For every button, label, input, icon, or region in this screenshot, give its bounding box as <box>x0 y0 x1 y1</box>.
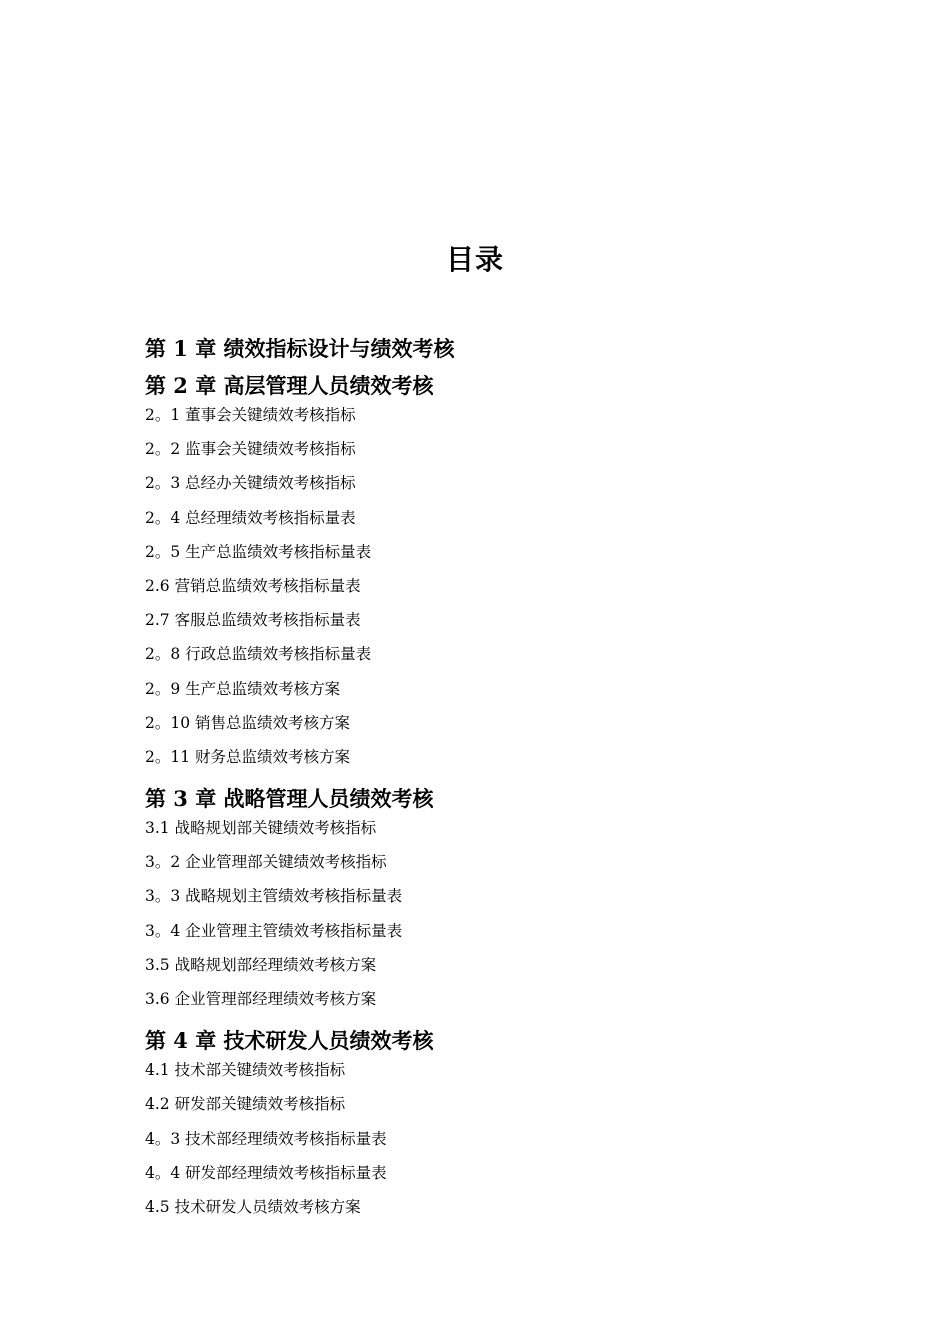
toc-entry[interactable]: 4。3 技术部经理绩效考核指标量表 <box>145 1129 387 1148</box>
chapter-heading[interactable]: 第 2 章 高层管理人员绩效考核 <box>145 373 434 398</box>
toc-entry[interactable]: 3.5 战略规划部经理绩效考核方案 <box>145 955 377 974</box>
toc-entry[interactable]: 2。2 监事会关键绩效考核指标 <box>145 440 356 459</box>
chapter-3 <box>145 780 845 1022</box>
toc-entry[interactable]: 2。4 总经理绩效考核指标量表 <box>145 508 356 527</box>
chapter-1 <box>145 330 845 367</box>
chapter-4 <box>145 1022 845 1230</box>
chapter-heading[interactable]: 第 4 章 技术研发人员绩效考核 <box>145 1028 434 1054</box>
toc-entry[interactable]: 2。5 生产总监绩效考核指标量表 <box>145 542 372 561</box>
toc-entry[interactable]: 3.1 战略规划部关键绩效考核指标 <box>145 819 377 838</box>
toc-entry[interactable]: 3。2 企业管理部关键绩效考核指标 <box>145 853 387 872</box>
toc-entry[interactable]: 4.1 技术部关键绩效考核指标 <box>145 1061 346 1080</box>
page-title: 目录 <box>445 243 504 276</box>
chapter-2 <box>145 367 845 780</box>
toc-entry[interactable]: 2。1 董事会关键绩效考核指标 <box>145 406 356 424</box>
chapter-heading[interactable]: 第 3 章 战略管理人员绩效考核 <box>145 786 434 812</box>
table-of-contents <box>145 330 845 1230</box>
chapter-heading[interactable]: 第 1 章 绩效指标设计与绩效考核 <box>145 336 455 361</box>
toc-entry[interactable]: 4.2 研发部关键绩效考核指标 <box>145 1095 346 1114</box>
toc-entry[interactable]: 2.7 客服总监绩效考核指标量表 <box>145 611 361 630</box>
toc-entry[interactable]: 2。8 行政总监绩效考核指标量表 <box>145 645 372 664</box>
toc-entry[interactable]: 4。4 研发部经理绩效考核指标量表 <box>145 1163 387 1182</box>
toc-entry[interactable]: 2。10 销售总监绩效考核方案 <box>145 713 351 732</box>
toc-entry[interactable]: 3。4 企业管理主管绩效考核指标量表 <box>145 921 403 940</box>
toc-entry[interactable]: 3.6 企业管理部经理绩效考核方案 <box>145 990 377 1008</box>
toc-entry[interactable]: 4.5 技术研发人员绩效考核方案 <box>145 1197 361 1216</box>
toc-entry[interactable]: 3。3 战略规划主管绩效考核指标量表 <box>145 887 403 906</box>
toc-entry[interactable]: 2。3 总经办关键绩效考核指标 <box>145 474 356 493</box>
toc-entry[interactable]: 2.6 营销总监绩效考核指标量表 <box>145 576 361 595</box>
toc-entry[interactable]: 2。9 生产总监绩效考核方案 <box>145 679 341 698</box>
toc-entry[interactable]: 2。11 财务总监绩效考核方案 <box>145 747 351 766</box>
